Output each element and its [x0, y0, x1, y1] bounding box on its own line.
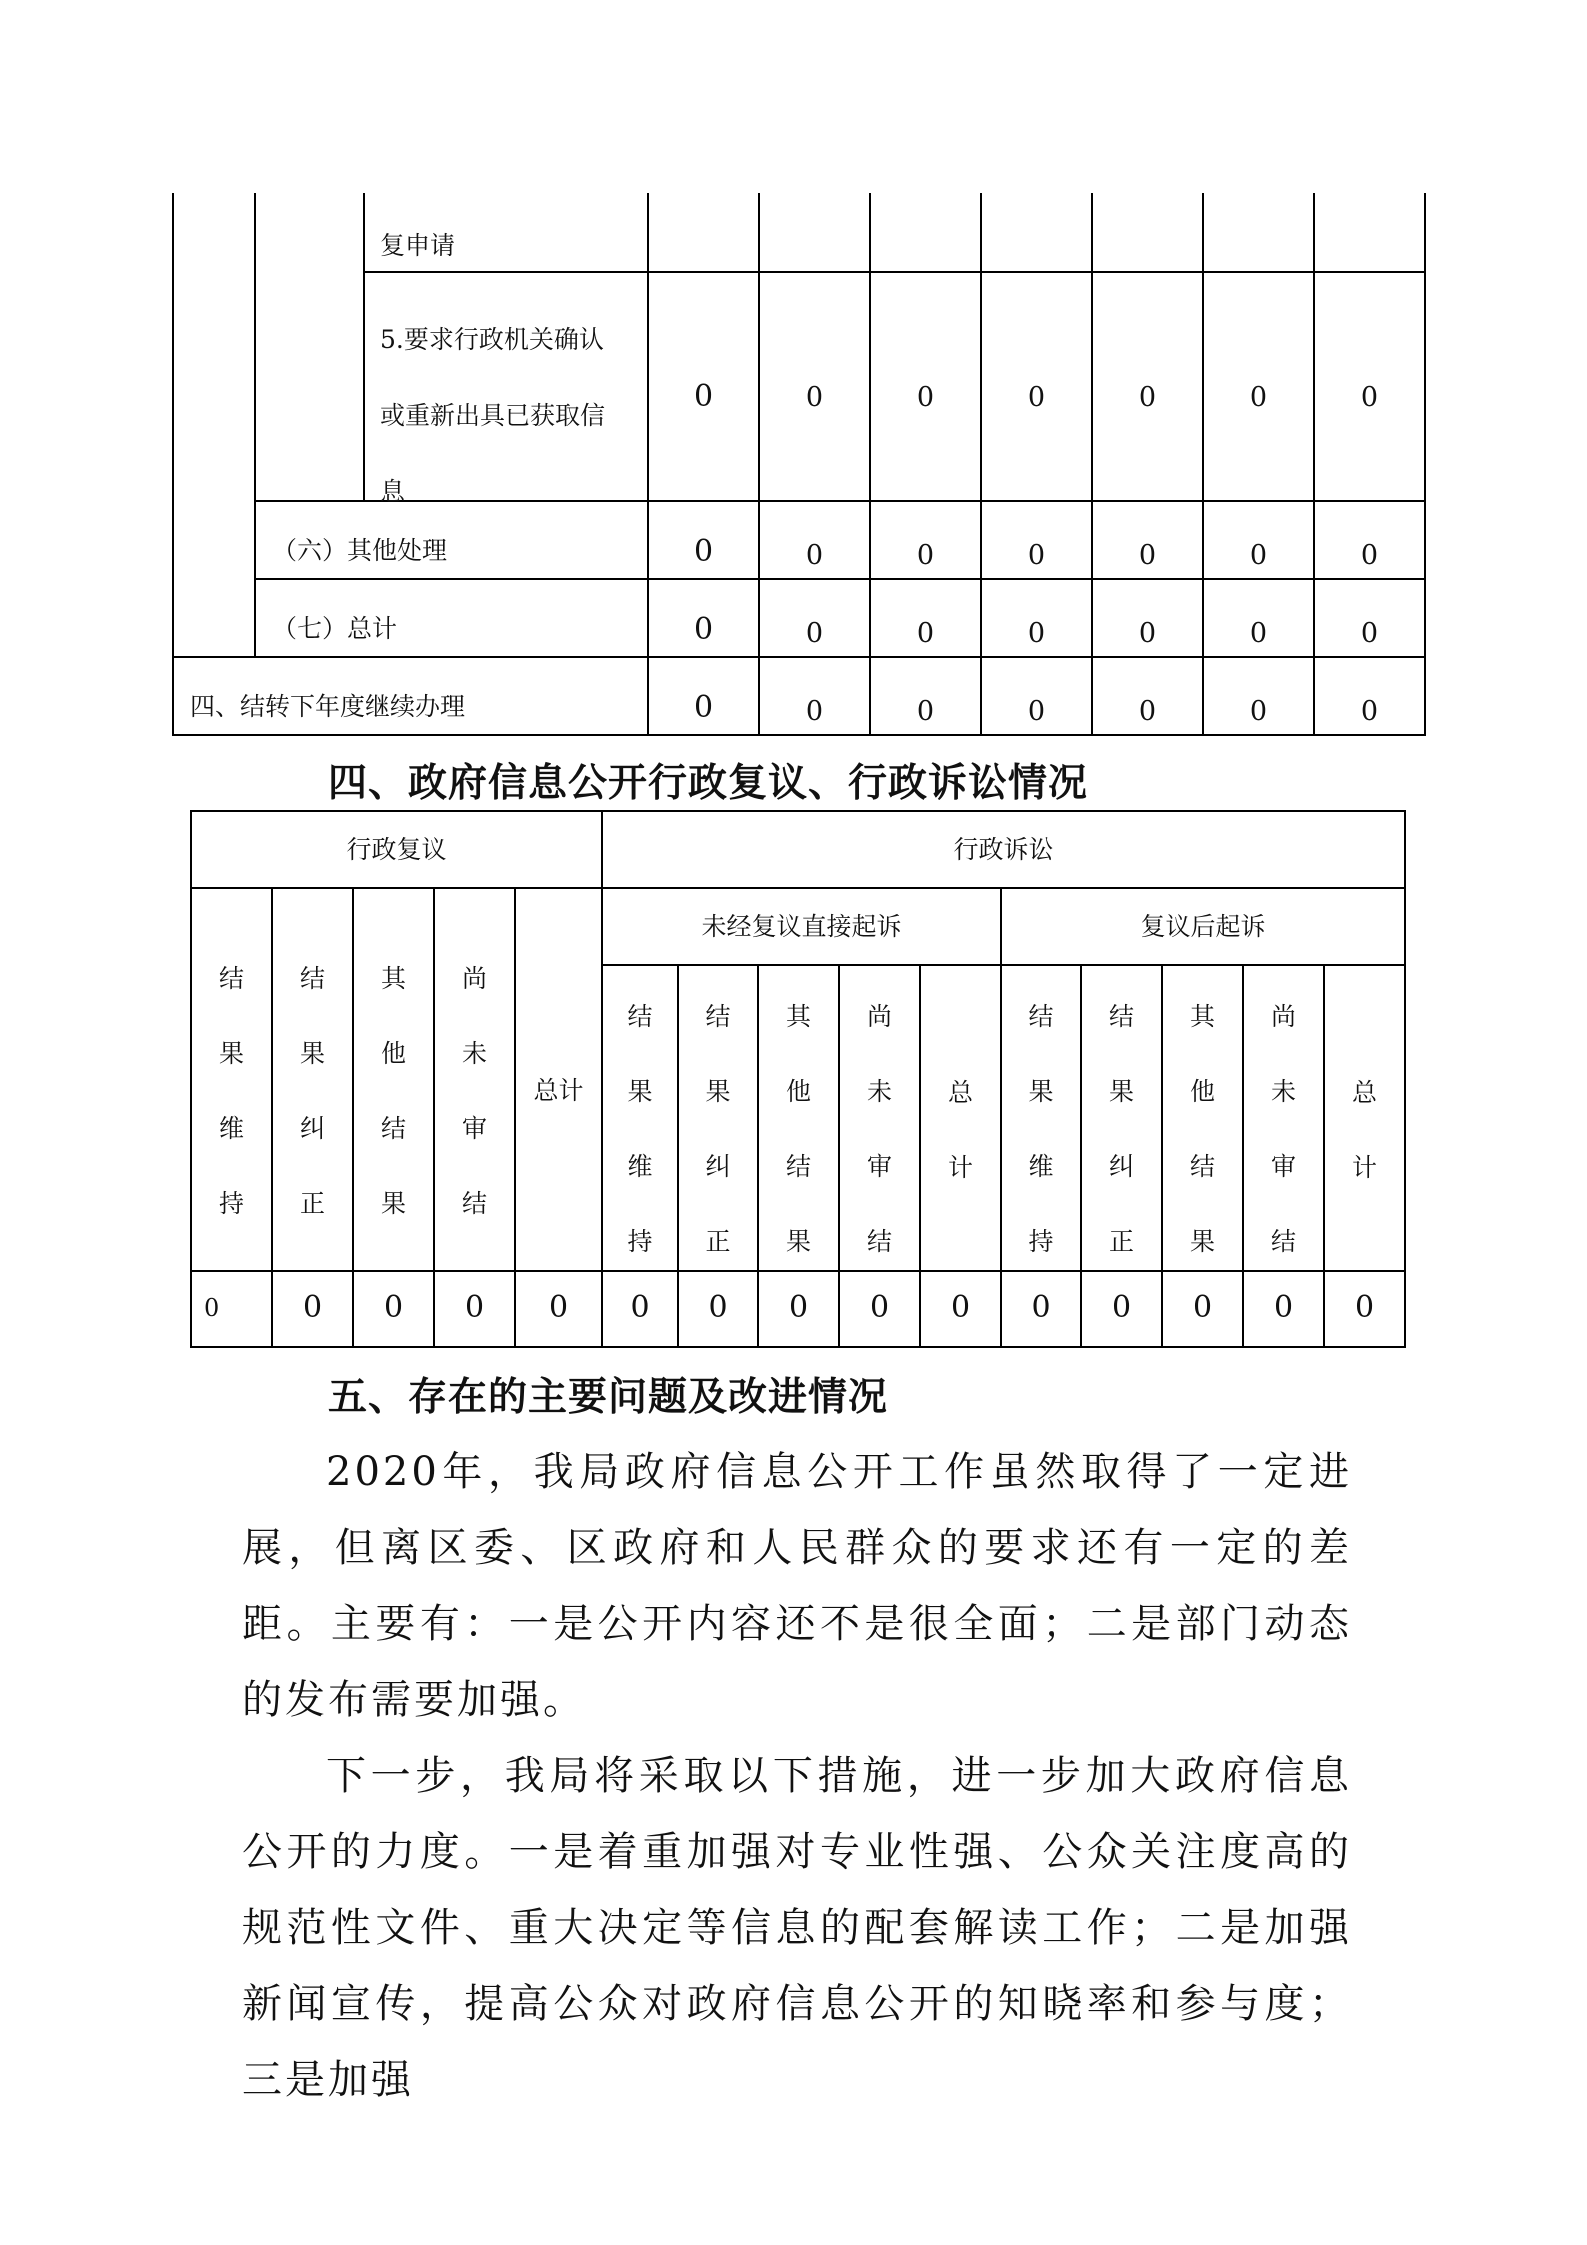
col-char: 持	[218, 1189, 244, 1218]
subheader-direct: 未经复议直接起诉	[701, 912, 902, 941]
header-review: 行政复议	[346, 835, 447, 864]
value-cell: 0	[1360, 695, 1379, 727]
col-char: 结	[1270, 1227, 1296, 1256]
row-label-item5-line: 息	[380, 477, 406, 506]
value-cell: 0	[302, 1290, 323, 1325]
col-char: 纠	[1108, 1152, 1134, 1181]
row-label-other: （六）其他处理	[272, 535, 448, 565]
col-char: 持	[1028, 1227, 1054, 1256]
col-char: 正	[705, 1227, 731, 1256]
section4-heading: 四、政府信息公开行政复议、行政诉讼情况	[328, 761, 1089, 806]
col-char: 果	[627, 1077, 653, 1106]
col-char: 结	[461, 1189, 487, 1218]
col-char: 结	[627, 1002, 653, 1031]
col-char: 果	[380, 1189, 406, 1218]
col-review-pending	[435, 941, 514, 1241]
col-char: 计	[1351, 1153, 1377, 1182]
subheader-after: 复议后起诉	[1140, 912, 1266, 941]
col-char: 果	[218, 1039, 244, 1068]
col-review-maintained	[192, 941, 271, 1241]
value-cell: 0	[950, 1290, 971, 1325]
value-cell: 0	[1249, 381, 1268, 413]
value-cell: 0	[693, 379, 714, 414]
col-direct-maintained	[603, 979, 677, 1279]
value-cell: 0	[1249, 695, 1268, 727]
col-review-other	[354, 941, 433, 1241]
section5-paragraph-1: 2020年，我局政府信息公开工作虽然取得了一定进展，但离区委、区政府和人民群众的要求还有一定的差距。主要有：一是公开内容还不是很全面；二是部门动态的发布需要加强。	[242, 1449, 1352, 1723]
value-cell: 0	[693, 612, 714, 647]
col-char: 总	[1351, 1078, 1377, 1107]
value-cell: 0	[1354, 1290, 1375, 1325]
col-char: 计	[947, 1153, 973, 1182]
value-cell: 0	[693, 690, 714, 725]
value-cell: 0	[708, 1290, 728, 1325]
col-char: 结	[1189, 1152, 1215, 1181]
value-cell: 0	[1027, 695, 1046, 727]
col-after-pending	[1244, 979, 1323, 1279]
value-cell: 0	[805, 539, 824, 571]
col-char: 结	[299, 964, 325, 993]
col-char: 尚	[1270, 1002, 1296, 1031]
col-char: 维	[627, 1152, 653, 1181]
row-label-item5-line: 或重新出具已获取信	[380, 401, 606, 430]
col-char: 他	[785, 1077, 811, 1106]
section5-paragraph-2: 下一步，我局将采取以下措施，进一步加大政府信息公开的力度。一是着重加强对专业性强、公众关注度高的规范性文件、重大决定等信息的配套解读工作；二是加强新闻宣传，提高公众对政府信息公开的知晓率和参与度；三是加强	[242, 1753, 1352, 2103]
value-cell: 0	[630, 1290, 650, 1325]
value-cell: 0	[1111, 1290, 1132, 1325]
value-cell: 0	[1027, 539, 1046, 571]
value-cell: 0	[1138, 695, 1157, 727]
col-char: 维	[218, 1114, 244, 1143]
value-cell: 0	[1360, 617, 1379, 649]
col-char: 果	[705, 1077, 731, 1106]
col-char: 总	[947, 1078, 973, 1107]
col-direct-other	[759, 979, 838, 1279]
value-cell: 0	[1360, 539, 1379, 571]
col-char: 审	[461, 1114, 487, 1143]
col-char: 未	[1270, 1077, 1296, 1106]
col-after-other	[1163, 979, 1242, 1279]
col-char: 其	[380, 964, 406, 993]
row-label-carry: 四、结转下年度继续办理	[190, 691, 466, 721]
row-label-item5	[380, 302, 605, 530]
value-cell: 0	[1027, 617, 1046, 649]
row-label-fushen: 复申请	[380, 230, 456, 260]
value-cell: 0	[1192, 1290, 1213, 1325]
col-char: 果	[1028, 1077, 1054, 1106]
value-cell: 0	[1027, 381, 1046, 413]
col-direct-corrected	[679, 979, 757, 1279]
col-review-total: 总计	[533, 1075, 584, 1105]
col-char: 果	[299, 1039, 325, 1068]
section5-heading: 五、存在的主要问题及改进情况	[328, 1375, 889, 1420]
value-cell: 0	[1360, 381, 1379, 413]
value-cell: 0	[916, 617, 935, 649]
value-cell: 0	[916, 539, 935, 571]
value-cell: 0	[805, 695, 824, 727]
col-char: 维	[1028, 1152, 1054, 1181]
col-direct-total	[921, 1055, 1000, 1205]
col-char: 结	[866, 1227, 892, 1256]
value-cell: 0	[1273, 1290, 1294, 1325]
value-cell: 0	[1138, 539, 1157, 571]
value-cell: 0	[869, 1290, 890, 1325]
col-char: 正	[299, 1189, 325, 1218]
value-cell: 0	[383, 1290, 404, 1325]
col-char: 尚	[866, 1002, 892, 1031]
col-after-corrected	[1082, 979, 1161, 1279]
col-after-maintained	[1002, 979, 1080, 1279]
col-char: 尚	[461, 964, 487, 993]
col-char: 持	[627, 1227, 653, 1256]
col-char: 纠	[299, 1114, 325, 1143]
col-char: 果	[1108, 1077, 1134, 1106]
col-char: 果	[785, 1227, 811, 1256]
col-char: 结	[785, 1152, 811, 1181]
value-cell: 0	[1249, 617, 1268, 649]
col-char: 结	[218, 964, 244, 993]
col-char: 其	[1189, 1002, 1215, 1031]
header-litigation: 行政诉讼	[953, 835, 1054, 864]
col-char: 他	[1189, 1077, 1215, 1106]
col-char: 他	[380, 1039, 406, 1068]
col-char: 结	[1108, 1002, 1134, 1031]
value-cell: 0	[916, 695, 935, 727]
col-char: 结	[380, 1114, 406, 1143]
col-char: 审	[1270, 1152, 1296, 1181]
value-cell: 0	[805, 381, 824, 413]
row-label-total: （七）总计	[272, 613, 398, 643]
value-cell: 0	[1031, 1290, 1051, 1325]
value-cell: 0	[204, 1294, 220, 1322]
value-cell: 0	[548, 1290, 569, 1325]
col-after-total	[1325, 1055, 1404, 1205]
value-cell: 0	[805, 617, 824, 649]
col-char: 审	[866, 1152, 892, 1181]
col-char: 纠	[705, 1152, 731, 1181]
row-label-item5-line: 5.要求行政机关确认	[380, 325, 604, 354]
value-cell: 0	[788, 1290, 809, 1325]
col-char: 果	[1189, 1227, 1215, 1256]
col-char: 结	[705, 1002, 731, 1031]
col-direct-pending	[840, 979, 919, 1279]
col-char: 结	[1028, 1002, 1054, 1031]
value-cell: 0	[464, 1290, 485, 1325]
col-review-corrected	[273, 941, 352, 1241]
col-char: 其	[785, 1002, 811, 1031]
col-char: 正	[1108, 1227, 1134, 1256]
col-char: 未	[866, 1077, 892, 1106]
value-cell: 0	[1138, 381, 1157, 413]
value-cell: 0	[1138, 617, 1157, 649]
value-cell: 0	[1249, 539, 1268, 571]
value-cell: 0	[916, 381, 935, 413]
col-char: 未	[461, 1039, 487, 1068]
value-cell: 0	[693, 534, 714, 569]
